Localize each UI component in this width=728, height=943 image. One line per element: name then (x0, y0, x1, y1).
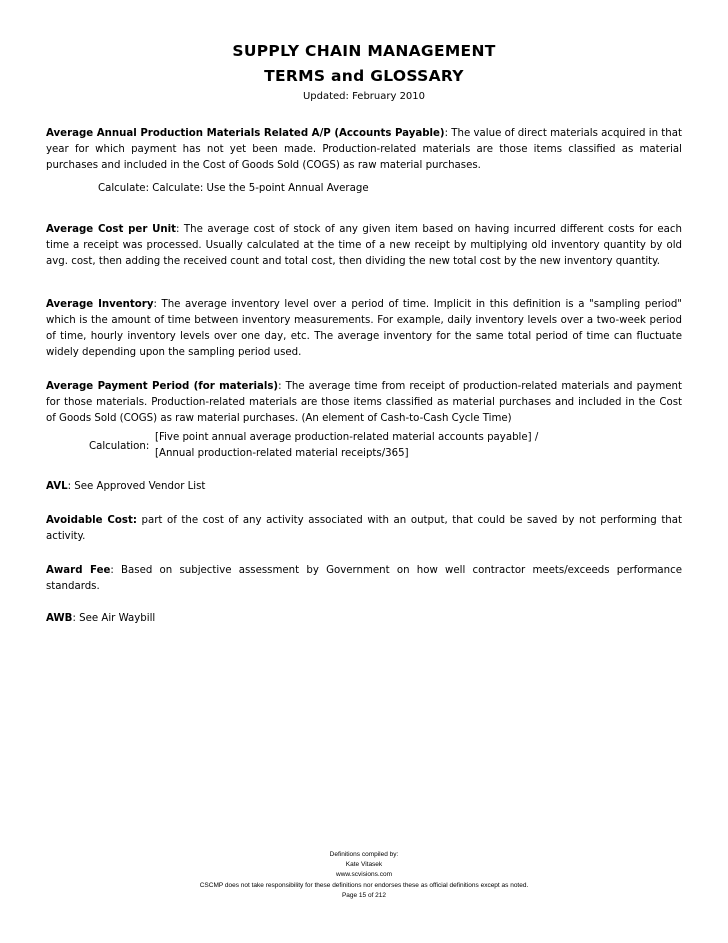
calculation-note: Calculate: Calculate: Use the 5-point Annual Average (98, 183, 369, 194)
calculation-denominator: [Annual production-related material receipts/365] (155, 448, 409, 459)
glossary-term: Average Cost per Unit (46, 224, 177, 235)
footer-disclaimer: CSCMP does not take responsibility for these definitions nor endorses these as official definitions except as noted. (199, 882, 529, 889)
glossary-term: Average Payment Period (for materials) (46, 381, 279, 392)
glossary-definition: : The value of direct materials acquired in that year for which payment has not yet been made. Production-related materials are those items classified as material purchases and included in the Cost of Goods Sold (COGS) as raw material purchases. (46, 128, 682, 171)
glossary-definition: : The average cost of stock of any given item based on having incurred different costs for each time a receipt was processed. Usually calculated at the time of a new receipt by multiplying old inventory quantity by old avg. cost, then adding the received count and total cost, then dividing the new total cost by the new inventory quantity. (46, 224, 682, 267)
glossary-term: Avoidable Cost: (46, 515, 137, 526)
glossary-term: AVL (46, 481, 68, 492)
glossary-definition: : See Approved Vendor List (67, 481, 206, 492)
glossary-definition: : The average time from receipt of production-related materials and payment for those materials. Production-related materials are those items classified as material purchases and included in the Cost of Goods Sold (COGS) as raw material purchases. (An element of Cash-to-Cash Cycle Time) (46, 381, 682, 424)
glossary-entry-award-fee (46, 563, 682, 595)
calculation-formula (155, 430, 538, 462)
document-subtitle: TERMS and GLOSSARY (264, 67, 464, 85)
glossary-entry-average-annual-production-materials-ap (46, 126, 682, 174)
glossary-entry-average-inventory (46, 297, 682, 361)
glossary-definition: : See Air Waybill (72, 613, 156, 624)
glossary-term: Award Fee (46, 565, 111, 576)
glossary-definition: : The average inventory level over a period of time. Implicit in this definition is a "sampling period" which is the amount of time between inventory measurements. For example, daily inventory levels over a two-week period of time, hourly inventory levels over one day, etc. The average inventory for the same total period of time can fluctuate widely depending upon the sampling period used. (46, 299, 682, 358)
glossary-entry-average-cost-per-unit (46, 222, 682, 270)
updated-date: Updated: February 2010 (302, 91, 426, 102)
glossary-entry-avl (46, 479, 682, 495)
glossary-term: AWB (46, 613, 73, 624)
footer-compiled-by: Definitions compiled by: (329, 851, 399, 858)
glossary-entry-average-payment-period (46, 379, 682, 427)
document-title: SUPPLY CHAIN MANAGEMENT (232, 42, 496, 60)
glossary-term: Average Inventory (46, 299, 154, 310)
glossary-entry-avoidable-cost (46, 513, 682, 545)
glossary-term: Average Annual Production Materials Related A/P (Accounts Payable) (46, 128, 445, 139)
calculation-label: Calculation: (89, 441, 150, 452)
calculation-numerator: [Five point annual average production-related material accounts payable] / (155, 432, 539, 443)
glossary-definition: : Based on subjective assessment by Government on how well contractor meets/exceeds performance standards. (46, 565, 682, 592)
glossary-entry-awb (46, 611, 682, 627)
footer-author: Kate Vitasek (345, 861, 383, 868)
page-number: Page 15 of 212 (341, 892, 387, 899)
footer-website: www.scvisions.com (336, 871, 392, 878)
glossary-definition: part of the cost of any activity associated with an output, that could be saved by not performing that activity. (46, 515, 683, 542)
